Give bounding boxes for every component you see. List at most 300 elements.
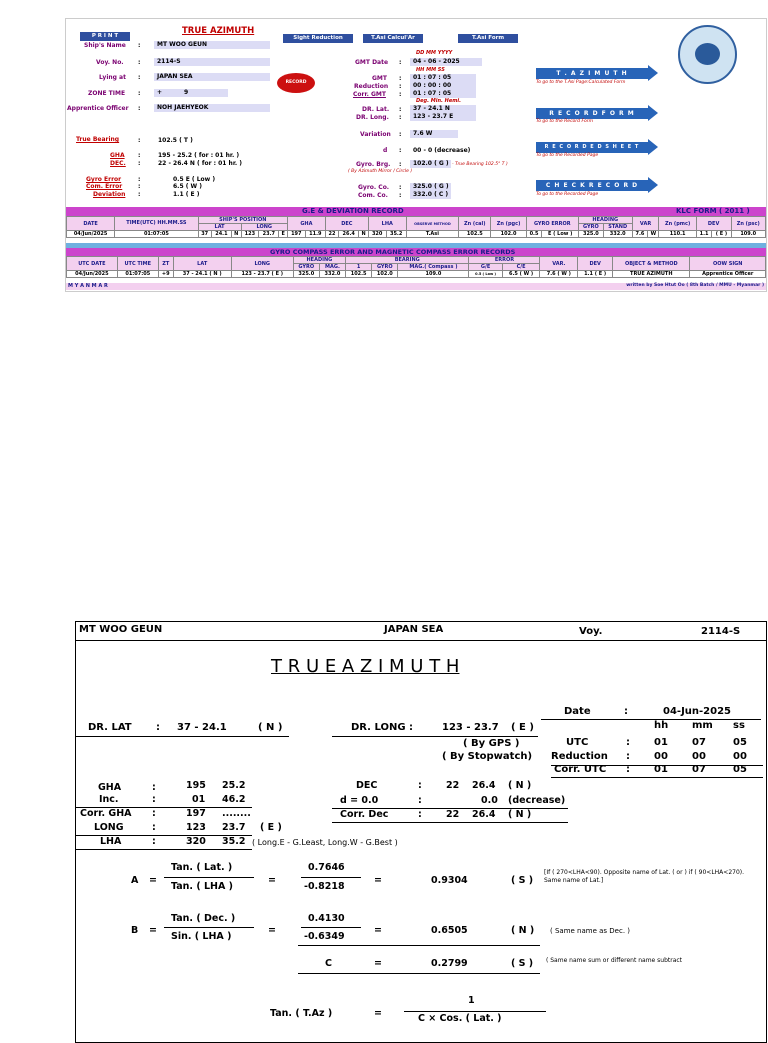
cell: 7.6 ( W ): [540, 271, 578, 278]
equals: =: [374, 875, 382, 886]
col-header: VAR.: [540, 257, 578, 271]
inc-deg: 01: [192, 794, 206, 805]
b-numerator: Tan. ( Dec. ): [171, 913, 236, 924]
officer-field[interactable]: NOH JAEHYEOK: [154, 104, 270, 112]
dr-lat-label: DR. LAT: [88, 722, 132, 733]
ge-title: G.E & DEVIATION RECORD: [302, 207, 404, 215]
utc-label: UTC: [566, 737, 589, 748]
voy-value: 2114-S: [701, 626, 741, 637]
com-error-value: 6.5 ( W ): [173, 183, 202, 190]
col-subheader: C/E: [502, 264, 540, 271]
col-header: OBSERVE METHOD: [406, 217, 458, 231]
arrow-right-icon: [648, 65, 658, 81]
gha-label: GHA: [110, 152, 125, 159]
cell: 1.1: [696, 231, 712, 238]
cell: 0.5 ( Low ): [469, 271, 502, 278]
b-num-value: 0.4130: [308, 913, 345, 924]
col-header: HEADING: [293, 257, 345, 264]
check-record-note: To go to the Recorded Page: [536, 192, 599, 197]
c-label: C: [325, 958, 332, 969]
equals: =: [149, 925, 157, 936]
cell: 37 - 24.1 ( N ): [173, 271, 231, 278]
sea-name: JAPAN SEA: [384, 624, 444, 635]
cell: 109.0: [398, 271, 469, 278]
sight-reduction-button[interactable]: Sight Reduction: [283, 34, 353, 43]
date-format-hint: DD MM YYYY: [416, 50, 453, 56]
col-subheader: LONG: [241, 224, 287, 231]
tan-taz-denominator: C × Cos. ( Lat. ): [418, 1013, 502, 1024]
colon: :: [138, 74, 141, 81]
colon: :: [152, 808, 156, 819]
time-format-hint: HH MM SS: [416, 67, 445, 73]
fraction-bar: [301, 927, 361, 928]
col-header: LHA: [368, 217, 406, 231]
colon: :: [138, 137, 141, 144]
dr-lat-label: DR. Lat.: [362, 106, 390, 113]
cell: E: [279, 231, 287, 238]
tazimuth-note: To go to the T.Asi Page:Calculated Form: [536, 80, 626, 85]
true-bearing-label: True Bearing: [76, 136, 120, 143]
gyro-brg-label: Gyro. Brg.: [356, 161, 391, 168]
top-form: [65, 18, 767, 292]
lha-note: ( Long.E - G.Least, Long.W - G.Best ): [252, 838, 398, 847]
tasi-form-button[interactable]: T.Asi Form: [458, 34, 518, 43]
academy-logo: [678, 25, 737, 84]
cell: 102.5: [346, 271, 372, 278]
check-record-label: C H E C K R E C O R D: [536, 180, 648, 191]
com-co-field[interactable]: 332.0 ( C ): [410, 191, 451, 199]
tazimuth-link[interactable]: [536, 66, 658, 80]
date-label: Date: [564, 706, 591, 717]
footer-right: written by Soe Htut Oo ( 8th Batch / MMU - Myanmar ): [626, 283, 764, 288]
colon: :: [626, 764, 630, 775]
tan-taz-numerator: 1: [468, 995, 475, 1006]
rule: [332, 822, 568, 823]
a-rule-note: [If ( 270<LHA<90). Opposite name of Lat. ( or ) if ( 90<LHA<270). Same name of Lat.]: [544, 869, 745, 884]
col-header: LAT: [173, 257, 231, 271]
long-min: 23.7: [222, 822, 246, 833]
equals: =: [374, 958, 382, 969]
cell: 1.1 ( E ): [578, 271, 613, 278]
colon: :: [138, 59, 141, 66]
recorded-sheet-link[interactable]: [536, 140, 658, 154]
lha-min: 35.2: [222, 836, 246, 847]
lha-label: LHA: [100, 836, 122, 847]
gha-label: GHA: [98, 782, 122, 793]
dr-long-field[interactable]: 123 - 23.7 E: [410, 113, 476, 121]
rule: [551, 777, 763, 778]
cell: 37: [198, 231, 211, 238]
cell: W: [648, 231, 659, 238]
table-row: [67, 231, 766, 238]
b-hemi: ( N ): [511, 925, 535, 936]
tan-taz-label: Tan. ( T.Az ): [270, 1008, 333, 1019]
ship-name-field[interactable]: MT WOO GEUN: [154, 41, 270, 49]
a-result: 0.9304: [431, 875, 468, 886]
cell: 01:07:05: [115, 231, 198, 238]
col-header: UTC TIME: [117, 257, 158, 271]
record-form-label: R E C O R D F O R M: [536, 108, 648, 119]
rule: [332, 736, 538, 737]
cell: TRUE AZIMUTH: [613, 271, 690, 278]
dec-min: 26.4: [472, 780, 496, 791]
colon: :: [626, 751, 630, 762]
col-header: Zn (psc): [731, 217, 766, 231]
cell: 123: [241, 231, 259, 238]
gha-deg: 195: [186, 780, 206, 791]
equals: =: [374, 925, 382, 936]
cell: 24.1: [211, 231, 231, 238]
cell: 109.0: [731, 231, 766, 238]
col-header: ERROR: [469, 257, 540, 264]
rule: [76, 736, 289, 737]
col-header: GHA: [287, 217, 325, 231]
cell: ( E ): [712, 231, 731, 238]
voy-label: Voy. No.: [96, 59, 124, 66]
officer-label: Apprentice Officer: [67, 105, 129, 112]
fraction-bar: [164, 877, 254, 878]
zone-time-label: ZONE TIME: [88, 90, 126, 97]
colon: :: [156, 722, 160, 733]
cell: 11.9: [305, 231, 325, 238]
corr-gmt-label: Corr. GMT: [353, 91, 386, 98]
a-num-value: 0.7646: [308, 862, 345, 873]
col-subheader: GYRO: [372, 264, 398, 271]
cell: 0.5: [526, 231, 542, 238]
tazimuth-label: T . A Z I M U T H: [536, 68, 648, 79]
deviation-value: 1.1 ( E ): [173, 191, 200, 198]
b-rule-note: ( Same name as Dec. ): [550, 927, 631, 935]
cell: 26.4: [339, 231, 359, 238]
red-hh: 00: [654, 751, 668, 762]
cell: Apprentice Officer: [690, 271, 766, 278]
d-value: 00 - 0 (decrease): [413, 147, 471, 154]
a-label: A: [131, 875, 139, 886]
col-header: GYRO ERROR: [526, 217, 578, 231]
corr-dec-min: 26.4: [472, 809, 496, 820]
col-header: Zn (pgc): [491, 217, 526, 231]
corr-gha-deg: 197: [186, 808, 206, 819]
colon: :: [399, 83, 402, 90]
cell: N: [232, 231, 241, 238]
gyro-brg-note: - True Bearing 102.5° T ): [452, 162, 508, 167]
c-hemi: ( S ): [511, 958, 534, 969]
cell: 102.0: [372, 271, 398, 278]
a-den-value: -0.8218: [304, 881, 345, 892]
b-den-value: -0.6349: [304, 931, 345, 942]
colon: :: [152, 822, 156, 833]
a-denominator: Tan. ( LHA ): [171, 881, 234, 892]
arrow-right-icon: [648, 177, 658, 193]
col-header: Zn (cal): [459, 217, 491, 231]
divider: [76, 640, 766, 641]
colon: :: [138, 191, 141, 198]
cell: E ( Low ): [542, 231, 579, 238]
cell: 332.0: [603, 231, 632, 238]
record-button[interactable]: RECORD: [277, 73, 315, 93]
col-header: SHIP'S POSITION: [198, 217, 287, 224]
table-header-row: [67, 257, 766, 264]
cell: 325.0: [578, 231, 603, 238]
ship-name: MT WOO GEUN: [79, 624, 163, 635]
corr-hh: 01: [654, 764, 668, 775]
colon: :: [399, 114, 402, 121]
dec-value: 22 - 26.4 N ( for : 01 hr. ): [158, 160, 243, 167]
zone-sign: +: [157, 89, 163, 96]
colon: :: [138, 160, 141, 167]
col-header: VAR: [632, 217, 659, 231]
col-header: OBJECT & METHOD: [613, 257, 690, 271]
gha-value: 195 - 25.2 ( for : 01 hr. ): [158, 152, 240, 159]
cell: 6.5 ( W ): [502, 271, 540, 278]
b-denominator: Sin. ( LHA ): [171, 931, 232, 942]
colon: :: [138, 183, 141, 190]
gyro-co-field[interactable]: 325.0 ( G ): [410, 183, 451, 191]
colon: :: [138, 105, 141, 112]
d-note: (decrease): [508, 795, 566, 806]
col-subheader: GYRO: [578, 224, 603, 231]
colon: :: [399, 75, 402, 82]
col-subheader: LAT: [198, 224, 241, 231]
cell: 332.0: [319, 271, 345, 278]
ge-title-band: [66, 207, 766, 216]
table-row: [67, 271, 766, 278]
cell: +9: [158, 271, 173, 278]
footer-left: M Y A N M A R: [68, 283, 108, 289]
hh-header: hh: [654, 720, 669, 731]
utc-ss: 05: [733, 737, 747, 748]
cell: 35.2: [386, 231, 406, 238]
col-header: DEV: [578, 257, 613, 271]
col-header: OOW SIGN: [690, 257, 766, 271]
colon: :: [138, 176, 141, 183]
gmt-field[interactable]: 01 : 07 : 05: [410, 74, 476, 82]
corr-ss: 05: [733, 764, 747, 775]
colon: :: [399, 91, 402, 98]
variation-label: Variation: [360, 131, 391, 138]
colon: :: [138, 90, 141, 97]
date-value: 04-Jun-2025: [663, 706, 732, 717]
corr-gmt-field: 01 : 07 : 05: [410, 90, 476, 98]
reduction-label: Reduction: [354, 83, 389, 90]
logo-emblem-icon: [695, 43, 720, 65]
check-record-link[interactable]: [536, 178, 658, 192]
colon: :: [418, 780, 422, 791]
colon: :: [152, 836, 156, 847]
record-form-note: To go to the Record Form: [536, 119, 594, 124]
true-bearing-value: 102.5 ( T ): [158, 137, 193, 144]
colon: :: [418, 809, 422, 820]
d-value: 0.0: [481, 795, 498, 806]
col-subheader: 1: [346, 264, 372, 271]
col-header: DEC: [325, 217, 368, 231]
inc-label: Inc.: [99, 794, 119, 805]
col-header: ZT: [158, 257, 173, 271]
lying-label: Lying at: [99, 74, 126, 81]
gyro-brg-field[interactable]: 102.0 ( G ): [410, 160, 451, 168]
ship-name-label: Ship's Name: [84, 42, 126, 49]
colon: :: [399, 184, 402, 191]
col-subheader: MAG.: [319, 264, 345, 271]
dr-long-label: DR. LONG :: [351, 722, 414, 733]
long-label: LONG: [94, 822, 124, 833]
a-hemi: ( S ): [511, 875, 534, 886]
colon: :: [624, 706, 628, 717]
fraction-bar: [301, 877, 361, 878]
cell: 320: [368, 231, 386, 238]
gyro-title: GYRO COMPASS ERROR AND MAGNETIC COMPASS ERROR RECORDS: [270, 248, 516, 256]
colon: :: [399, 161, 402, 168]
dr-lat-field[interactable]: 37 - 24.1 N: [410, 105, 476, 113]
equals: =: [374, 1008, 382, 1019]
dec-deg: 22: [446, 780, 460, 791]
long-hemi: ( E ): [260, 822, 282, 833]
colon: :: [152, 794, 156, 805]
tasi-calc-button[interactable]: T.Asi Calcul'Ar: [363, 34, 423, 43]
c-rule-note: ( Same name sum or different name subtract: [546, 957, 683, 964]
true-azimuth-sheet: [75, 621, 767, 1043]
colon: :: [399, 147, 402, 154]
b-result: 0.6505: [431, 925, 468, 936]
col-header: Zn (pmc): [659, 217, 696, 231]
recorded-sheet-label: R E C O R D E D S H E E T: [536, 142, 648, 153]
corr-mm: 07: [692, 764, 706, 775]
arrow-right-icon: [648, 105, 658, 121]
voy-label: Voy.: [579, 626, 603, 637]
cell: 04/Jun/2025: [67, 231, 115, 238]
rule: [298, 945, 540, 946]
dr-long-label: DR. Long.: [356, 114, 389, 121]
inc-min: 46.2: [222, 794, 246, 805]
com-co-label: Com. Co.: [358, 192, 388, 199]
record-form-link[interactable]: [536, 106, 658, 120]
col-header: BEARING: [346, 257, 469, 264]
by-stopwatch: ( By Stopwatch): [442, 751, 533, 762]
dec-label: DEC: [356, 780, 378, 791]
long-deg: 123: [186, 822, 206, 833]
cell: 22: [325, 231, 338, 238]
gmt-date-field[interactable]: 04 - 06 - 2025: [410, 58, 482, 66]
variation-field[interactable]: 7.6 W: [410, 130, 458, 138]
col-subheader: MAG.( Compass ): [398, 264, 469, 271]
klc-form-label: KLC FORM ( 2011 ): [676, 207, 750, 215]
dr-lat-hemi: ( N ): [258, 722, 283, 733]
ss-header: ss: [733, 720, 745, 731]
utc-mm: 07: [692, 737, 706, 748]
corr-gha-label: Corr. GHA: [80, 808, 132, 819]
cell: 110.1: [659, 231, 696, 238]
utc-hh: 01: [654, 737, 668, 748]
colon: :: [152, 782, 156, 793]
dr-lat-value: 37 - 24.1: [177, 722, 227, 733]
fraction-bar: [404, 1011, 546, 1012]
mm-header: mm: [692, 720, 713, 731]
rule: [76, 849, 252, 850]
corr-utc-label: Corr. UTC: [554, 764, 607, 775]
cell: 04/Jun/2025: [67, 271, 118, 278]
fraction-bar: [164, 927, 254, 928]
colon: :: [418, 795, 422, 806]
page-title: TRUE AZIMUTH: [182, 26, 255, 36]
equals: =: [268, 875, 276, 886]
red-ss: 00: [733, 751, 747, 762]
gha-min: 25.2: [222, 780, 246, 791]
b-label: B: [131, 925, 139, 936]
voy-field[interactable]: 2114-S: [154, 58, 270, 66]
cell: 197: [287, 231, 305, 238]
gyro-error-value: 0.5 E ( Low ): [173, 176, 216, 183]
lying-field[interactable]: JAPAN SEA: [154, 73, 270, 81]
arrow-right-icon: [648, 139, 658, 155]
col-header: TIME(UTC) HH.MM.SS: [115, 217, 198, 231]
red-mm: 00: [692, 751, 706, 762]
ge-record-table: [66, 216, 766, 238]
dec-hemi: ( N ): [508, 780, 532, 791]
corr-dec-label: Corr. Dec: [340, 809, 389, 820]
col-header: HEADING: [578, 217, 632, 224]
com-error-label: Com. Error: [86, 183, 123, 190]
dr-long-hemi: ( E ): [511, 722, 534, 733]
a-numerator: Tan. ( Lat. ): [171, 862, 233, 873]
rule: [298, 973, 540, 974]
deviation-label: Deviation: [93, 191, 126, 198]
colon: :: [399, 192, 402, 199]
col-subheader: GYRO: [293, 264, 319, 271]
dr-long-value: 123 - 23.7: [442, 722, 499, 733]
by-gps: ( By GPS ): [463, 738, 520, 749]
cell: 325.0: [293, 271, 319, 278]
gmt-date-label: GMT Date: [355, 59, 389, 66]
cell: 23.7: [259, 231, 279, 238]
colon: :: [138, 42, 141, 49]
colon: :: [138, 152, 141, 159]
colon: :: [399, 131, 402, 138]
reduction-label: Reduction: [551, 751, 608, 762]
dms-format-hint: Deg. Min. Hemi.: [416, 98, 462, 104]
colon: :: [399, 59, 402, 66]
print-button[interactable]: P R I N T: [80, 32, 130, 41]
d-label: d = 0.0: [340, 795, 379, 806]
cell: N: [359, 231, 368, 238]
mirror-note: ( By Azimuth Mirror / Circle ): [348, 169, 413, 174]
col-header: DEV: [696, 217, 731, 231]
cell: 102.0: [491, 231, 526, 238]
rule: [541, 719, 761, 720]
col-header: UTC DATE: [67, 257, 118, 271]
gyro-co-label: Gyro. Co.: [358, 184, 390, 191]
gyro-error-label: Gyro Error: [86, 176, 122, 183]
zone-time-field[interactable]: [154, 89, 228, 97]
equals: =: [268, 925, 276, 936]
gyro-record-table: [66, 256, 766, 278]
reduction-field[interactable]: 00 : 00 : 00: [410, 82, 476, 90]
cell: 102.5: [459, 231, 491, 238]
cell: T.Asi: [406, 231, 458, 238]
cell: 7.6: [632, 231, 648, 238]
corr-dec-hemi: ( N ): [508, 809, 532, 820]
colon: :: [626, 737, 630, 748]
corr-dec-deg: 22: [446, 809, 460, 820]
table-header-row: [67, 217, 766, 224]
recorded-sheet-note: To go to the Recorded Page: [536, 153, 599, 158]
sheet-title: T R U E A Z I M U T H: [271, 656, 460, 677]
gmt-label: GMT: [372, 75, 387, 82]
corr-gha-min: ........: [222, 808, 251, 819]
lha-deg: 320: [186, 836, 206, 847]
dec-label: DEC.: [110, 160, 126, 167]
col-subheader: STAND: [603, 224, 632, 231]
equals: =: [149, 875, 157, 886]
